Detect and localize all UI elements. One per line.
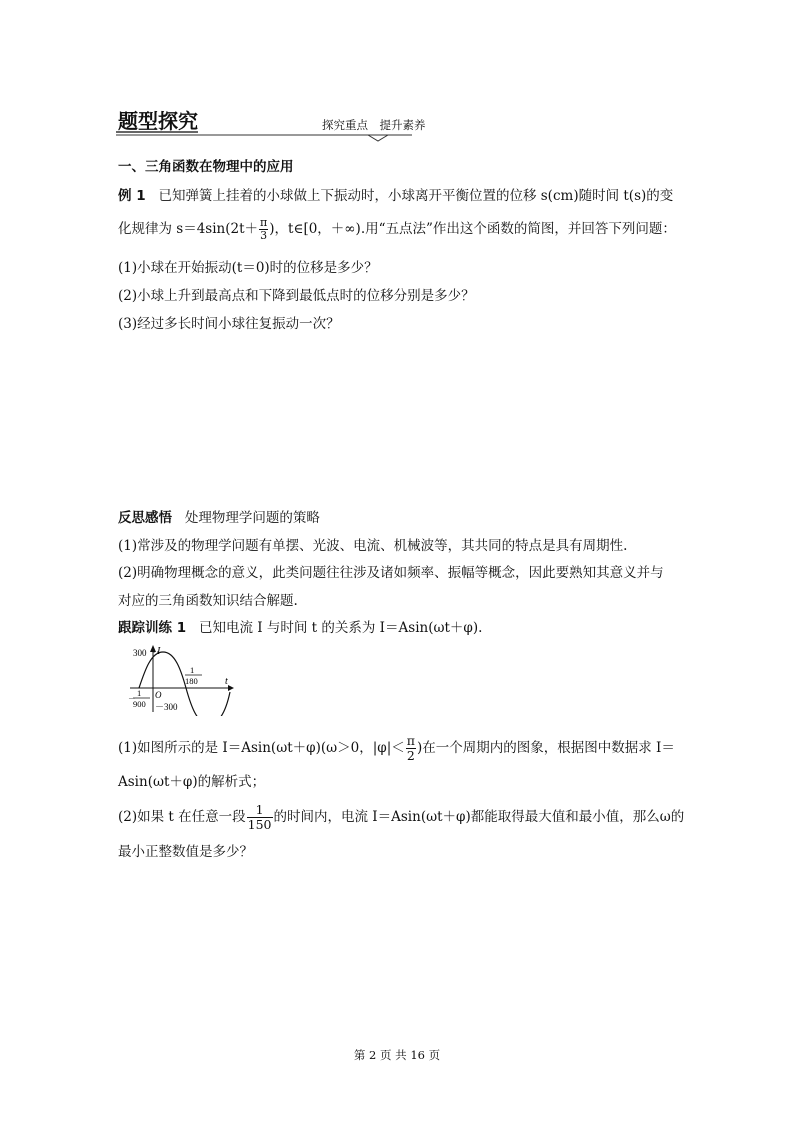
frac1-den: 180 <box>185 676 198 686</box>
reflection-heading <box>118 508 320 528</box>
formula-text: 化规律为 s＝4sin(2t＋ <box>118 221 259 237</box>
example-label: 例 1 <box>118 188 146 204</box>
training-question-1-line-2: Asin(ωt＋φ)的解析式； <box>118 774 266 790</box>
example-1-line-2 <box>118 217 676 242</box>
training-label: 跟踪训练 1 <box>118 620 187 636</box>
fraction-pi-over-3: $\frac{\pi}{3}$ <box>260 216 268 242</box>
training-heading <box>118 618 482 638</box>
example-1-line-1 <box>118 186 673 206</box>
training-q2-text-cont: 的时间内，电流 I＝Asin(ωt＋φ)都能取得最大值和最小值，那么ω的 <box>273 809 685 825</box>
reflection-point-2-line-1: (2)明确物理概念的意义，此类问题往往涉及诸如频率、振幅等概念，因此要熟知其意义并与 <box>118 565 664 581</box>
sine-graph <box>124 642 236 716</box>
header-rule <box>116 130 416 144</box>
example-question-2: (2)小球上升到最高点和下降到最低点时的位移分别是多少？ <box>118 288 475 304</box>
y-axis-label: I <box>157 646 161 657</box>
origin-label: O <box>155 690 162 700</box>
frac1-num: 1 <box>190 665 195 675</box>
training-q2-text: (2)如果 t 在任意一段 <box>118 809 246 825</box>
fraction-1-over-150: $\frac{1}{150}$ <box>247 802 272 832</box>
x-axis-label: t <box>225 676 228 687</box>
min-label: －300 <box>155 702 178 712</box>
x-axis-arrow <box>228 685 234 691</box>
page-number: 第 2 页 共 16 页 <box>353 1048 441 1062</box>
training-q1-text-cont: )在一个周期内的图象，根据图中数据求 I＝ <box>417 740 675 756</box>
training-q1-text: (1)如图所示的是 I＝Asin(ωt＋φ)(ω＞0，|φ|＜ <box>118 740 405 756</box>
training-question-2-line-2: 最小正整数值是多少？ <box>118 844 253 860</box>
example-question-3: (3)经过多长时间小球往复振动一次？ <box>118 316 340 332</box>
training-text: 已知电流 I 与时间 t 的关系为 I＝Asin(ωt＋φ). <box>198 620 483 636</box>
training-question-1-line-1 <box>118 734 675 763</box>
reflection-label: 反思感悟 <box>118 510 172 526</box>
reflection-point-1: (1)常涉及的物理学问题有单摆、光波、电流、机械波等，其共同的特点是具有周期性. <box>118 538 628 554</box>
training-question-2-line-1 <box>118 803 684 832</box>
formula-text-cont: )，t∈[0，＋∞).用“五点法”作出这个函数的简图，并回答下列问题： <box>269 221 676 237</box>
reflection-title: 处理物理学问题的策略 <box>184 510 320 526</box>
y-axis-arrow <box>150 645 156 652</box>
example-text: 已知弹簧上挂着的小球做上下振动时，小球离开平衡位置的位移 s(cm)随时间 t(s)的变 <box>158 188 674 204</box>
example-question-1: (1)小球在开始振动(t＝0)时的位移是多少？ <box>118 260 378 276</box>
section-heading: 一、三角函数在物理中的应用 <box>118 159 294 175</box>
section-header-title: 题型探究 <box>118 109 198 133</box>
frac2-den: 900 <box>133 699 146 709</box>
section-header-subtitle: 探究重点 提升素养 <box>322 118 426 132</box>
fraction-pi-over-2: $\frac{\pi}{2}$ <box>406 733 415 763</box>
max-label: 300 <box>133 648 147 658</box>
frac2-num: 1 <box>137 688 142 698</box>
frac2-neg: － <box>128 694 136 703</box>
reflection-point-2-line-2: 对应的三角函数知识结合解题. <box>118 593 298 609</box>
